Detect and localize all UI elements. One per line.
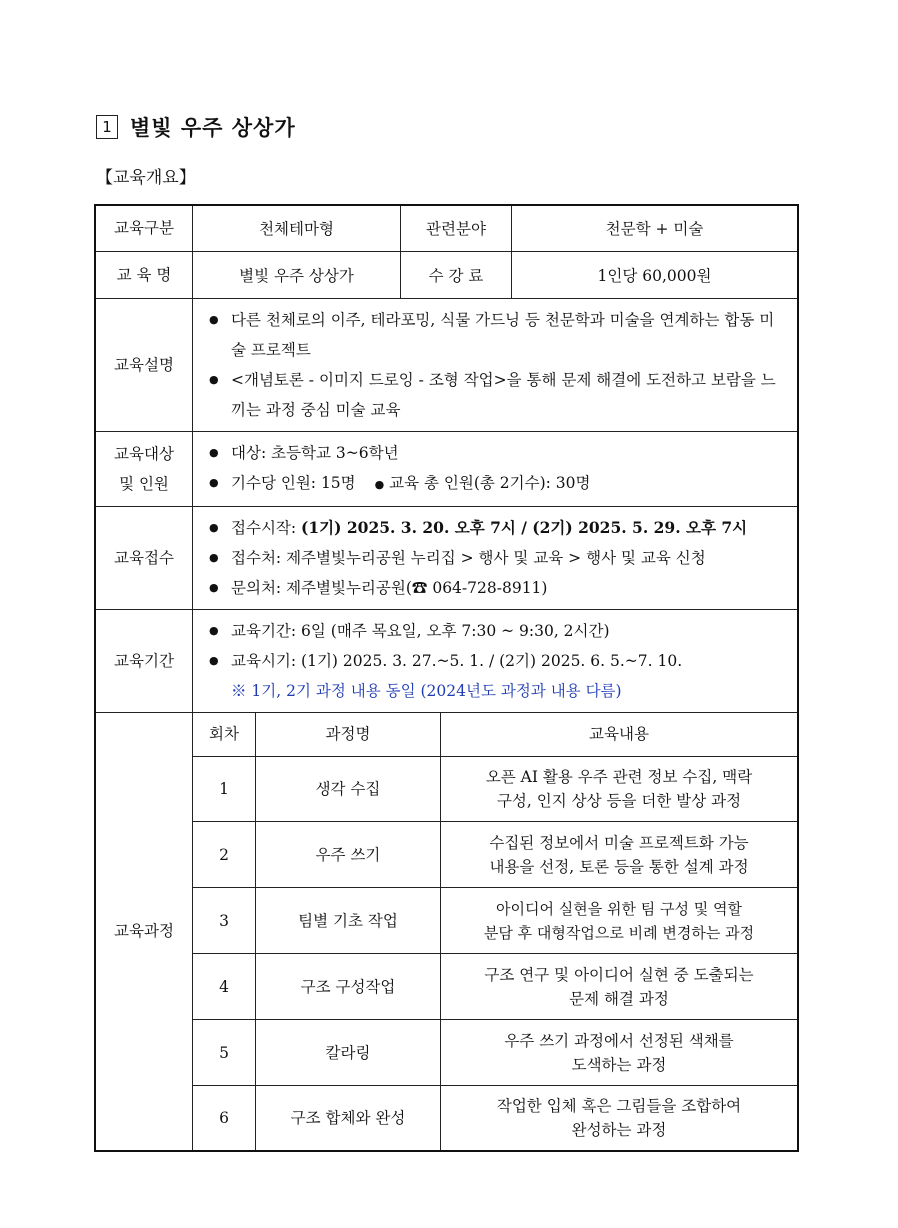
course-content: [441, 888, 798, 954]
round-number: 2: [193, 822, 256, 888]
table-row: [193, 822, 797, 888]
course-content-line: 문제 해결 과정: [569, 989, 669, 1008]
fee-value: 1인당 60,000원: [512, 251, 799, 298]
name-label: 교 육 명: [95, 251, 193, 298]
course-name: 칼라링: [256, 1020, 441, 1086]
description-item: ● 다른 천체로의 이주, 테라포밍, 식물 가드닝 등 천문학과 미술을 연계하는 합동 미술 프로젝트: [209, 305, 785, 365]
category-label: 교육구분: [95, 205, 193, 251]
program-title: 별빛 우주 상상가: [130, 116, 296, 140]
curriculum-table: [193, 713, 797, 1150]
name-row: [95, 251, 798, 298]
per-cohort-count: 기수당 인원: 15명: [231, 473, 356, 492]
field-value: 천문학 + 미술: [512, 205, 799, 251]
course-content-line: 우주 쓰기 과정에서 선정된 색채를: [504, 1031, 734, 1050]
header-course-name: 과정명: [256, 713, 441, 757]
course-content-line: 분담 후 대형작업으로 비례 변경하는 과정: [483, 923, 755, 942]
category-row: [95, 205, 798, 251]
bullet-icon: ●: [374, 477, 385, 491]
course-name: 구조 합체와 완성: [256, 1086, 441, 1150]
section-number-box: 1: [96, 115, 118, 139]
period-duration-item: ● 교육기간: 6일 (매주 목요일, 오후 7:30 ~ 9:30, 2시간): [209, 616, 785, 646]
course-content: [441, 822, 798, 888]
description-label: 교육설명: [95, 298, 193, 431]
table-row: [193, 1086, 797, 1150]
field-label: 관련분야: [401, 205, 512, 251]
table-row: [193, 1020, 797, 1086]
course-content-line: 도색하는 과정: [571, 1055, 667, 1074]
period-label: 교육기간: [95, 609, 193, 712]
course-content: [441, 1086, 798, 1150]
course-content: [441, 954, 798, 1020]
registration-row: [95, 506, 798, 609]
course-name: 우주 쓰기: [256, 822, 441, 888]
curriculum-row: [95, 712, 798, 1151]
registration-contact-item: ● 문의처: 제주별빛누리공원(☎ 064-728-8911): [209, 573, 785, 603]
course-name: 생각 수집: [256, 757, 441, 822]
name-value: 별빛 우주 상상가: [193, 251, 401, 298]
course-content-line: 아이디어 실현을 위한 팀 구성 및 역할: [496, 899, 742, 918]
round-number: 1: [193, 757, 256, 822]
target-cell: [193, 431, 799, 506]
overview-table: [94, 204, 799, 1152]
course-content-line: 작업한 입체 혹은 그림들을 조합하여: [496, 1096, 742, 1115]
period-cell: [193, 609, 799, 712]
header-round: 회차: [193, 713, 256, 757]
period-row: [95, 609, 798, 712]
course-content-line: 수집된 정보에서 미술 프로젝트화 가능: [489, 833, 749, 852]
total-count: 교육 총 인원(총 2기수): 30명: [389, 473, 591, 492]
course-content-line: 내용을 선정, 토론 등을 통한 설계 과정: [489, 857, 749, 876]
target-label: [95, 431, 193, 506]
table-row: [193, 757, 797, 822]
registration-start-value: (1기) 2025. 3. 20. 오후 7시 / (2기) 2025. 5. 29. 오후 7시: [301, 517, 748, 537]
course-content-line: 오픈 AI 활용 우주 관련 정보 수집, 맥락: [485, 768, 753, 786]
round-number: 6: [193, 1086, 256, 1150]
table-row: [193, 888, 797, 954]
round-number: 4: [193, 954, 256, 1020]
description-row: [95, 298, 798, 431]
registration-place-item: ● 접수처: 제주별빛누리공원 누리집 > 행사 및 교육 > 행사 및 교육 신청: [209, 543, 785, 573]
registration-label: 교육접수: [95, 506, 193, 609]
page-title: [96, 112, 296, 142]
course-content: [441, 1020, 798, 1086]
target-label-line1: 교육대상: [114, 444, 174, 463]
section-label: 【교육개요】: [96, 168, 196, 188]
course-name: 구조 구성작업: [256, 954, 441, 1020]
fee-label: 수 강 료: [401, 251, 512, 298]
registration-start-item: [209, 513, 785, 543]
category-value: 천체테마형: [193, 205, 401, 251]
period-note: [209, 676, 797, 706]
target-grade-item: ● 대상: 초등학교 3~6학년: [209, 438, 785, 468]
period-note-text: ※ 1기, 2기 과정 내용 동일 (2024년도 과정과 내용 다름): [231, 681, 622, 700]
round-number: 5: [193, 1020, 256, 1086]
curriculum-label: 교육과정: [95, 712, 193, 1151]
curriculum-header-row: [193, 713, 797, 757]
period-dates-item: ● 교육시기: (1기) 2025. 3. 27.~5. 1. / (2기) 2025. 6. 5.~7. 10.: [209, 646, 785, 676]
target-count-item: [209, 468, 785, 500]
course-content: [441, 757, 798, 822]
registration-start-prefix: 접수시작:: [231, 518, 302, 537]
description-cell: [193, 298, 799, 431]
course-content-line: 완성하는 과정: [571, 1120, 667, 1139]
course-name: 팀별 기초 작업: [256, 888, 441, 954]
round-number: 3: [193, 888, 256, 954]
table-row: [193, 954, 797, 1020]
course-content-line: 구성, 인지 상상 등을 더한 발상 과정: [496, 792, 742, 810]
header-content: 교육내용: [441, 713, 798, 757]
registration-cell: [193, 506, 799, 609]
curriculum-cell: [193, 712, 799, 1151]
description-item: ● <개념토론 - 이미지 드로잉 - 조형 작업>을 통해 문제 해결에 도전하고 보람을 느끼는 과정 중심 미술 교육: [209, 365, 785, 425]
target-label-line2: 및 인원: [119, 474, 169, 493]
target-row: [95, 431, 798, 506]
course-content-line: 구조 연구 및 아이디어 실현 중 도출되는: [484, 965, 754, 984]
